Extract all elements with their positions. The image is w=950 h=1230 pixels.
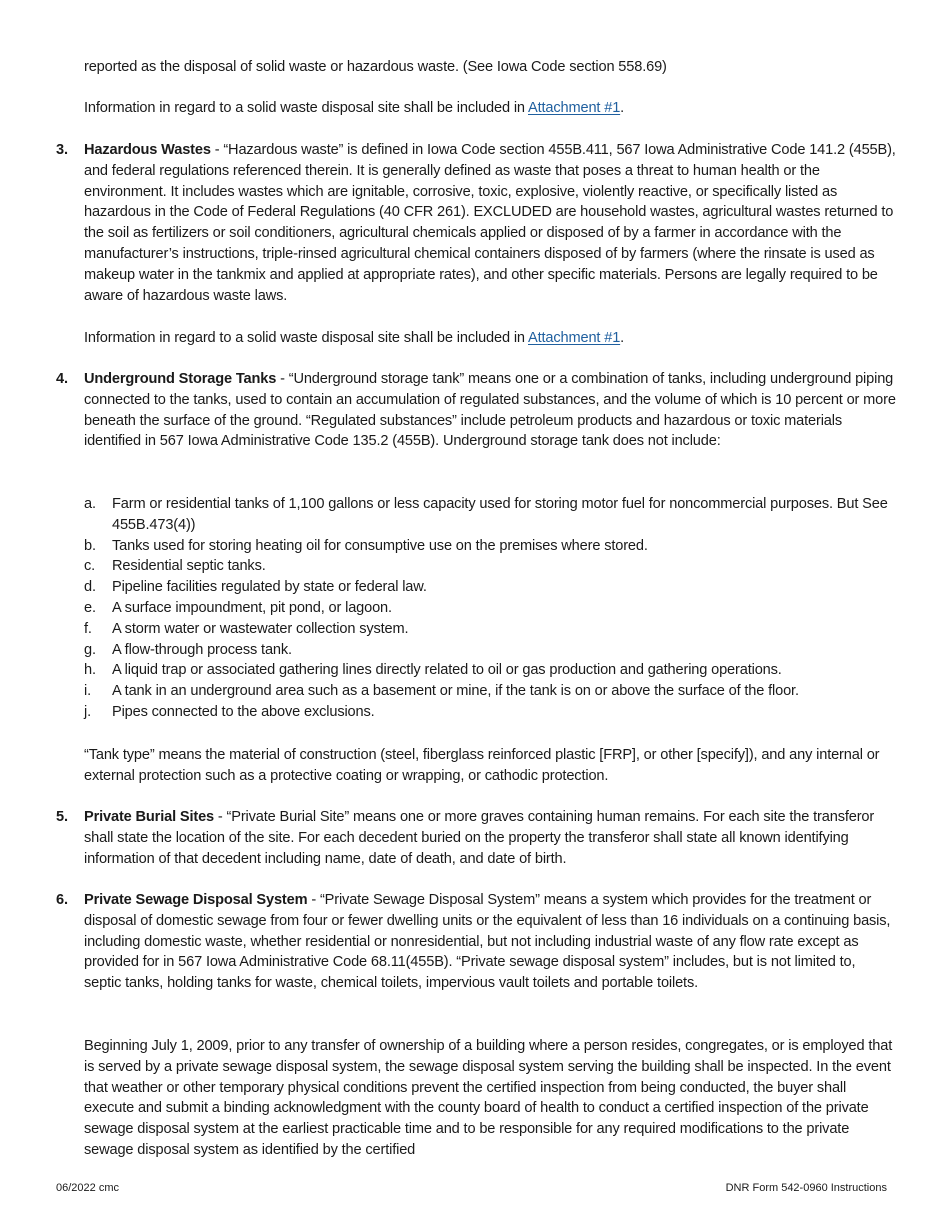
attachment-note-text: Information in regard to a solid waste disposal site shall be included in: [84, 330, 528, 346]
attachment-note-suffix: .: [620, 100, 625, 116]
attachment-note-text: Information in regard to a solid waste disposal site shall be included in: [84, 100, 528, 116]
list-item: [84, 640, 896, 661]
section-text: - “Private Sewage Disposal System” means a system which provides for the treatment or disposal of domestic sewage from four or fewer dwelling units or the equivalent of less than 16 individuals on a continuing basis, including domestic waste, whether residential or nonresidential, but not including industrial waste of any flow rate except as provided for in 567 Iowa Administrative Code 68.11(455B). “Private sewage disposal system” includes, but is not limited to, septic tanks, holding tanks for waste, chemical toilets, impervious vault toilets and portable toilets.: [84, 892, 891, 992]
ust-exclusions-list: [84, 494, 896, 723]
sewage-inspection-paragraph: Beginning July 1, 2009, prior to any transfer of ownership of a building where a person resides, congregates, or is employed that is served by a private sewage disposal system, the sewage disposal system serving the building shall be inspected. In the event that weather or other temporary physical conditions prevent the certified inspection from being conducted, the buyer shall execute and submit a binding acknowledgment with the county board of health to conduct a certified inspection of the private sewage disposal system at the earliest practicable time and to be responsible for any required modifications to the private sewage disposal system as identified by the certified: [84, 1038, 893, 1158]
list-item: [84, 660, 896, 681]
list-item: [84, 619, 896, 640]
section-term: Underground Storage Tanks: [84, 371, 277, 387]
list-item: [84, 494, 896, 536]
section-body: [84, 369, 896, 452]
list-item: [84, 536, 896, 557]
section-number: 3.: [56, 142, 68, 158]
section-term: Private Sewage Disposal System: [84, 892, 308, 908]
footer-revision-date: 06/2022 cmc: [56, 1182, 119, 1194]
list-text: A liquid trap or associated gathering lines directly related to oil or gas production and gathering operations.: [112, 662, 782, 679]
list-text: Residential septic tanks.: [112, 558, 266, 575]
list-text: Tanks used for storing heating oil for consumptive use on the premises where stored.: [112, 537, 648, 554]
attachment-note-suffix: .: [620, 330, 625, 346]
tank-type-definition: “Tank type” means the material of construction (steel, fiberglass reinforced plastic [FRP], or other [specify]), and any internal or external protection such as a protective coating or wrapping, or cathodic protection.: [84, 747, 880, 784]
section-body: [84, 807, 896, 869]
section-private-sewage-disposal: [56, 890, 896, 994]
list-letter: i.: [84, 683, 91, 700]
list-letter: j.: [84, 703, 91, 720]
section-body: [84, 890, 896, 994]
intro-attachment-note: [84, 98, 896, 119]
section-private-burial-sites: [56, 807, 896, 869]
attachment-1-link[interactable]: Attachment #1: [528, 100, 621, 116]
footer-form-name: DNR Form 542-0960 Instructions: [725, 1182, 887, 1194]
section-number: 5.: [56, 809, 68, 825]
section-term: Hazardous Wastes: [84, 142, 211, 158]
list-text: A tank in an underground area such as a basement or mine, if the tank is on or above the surface of the floor.: [112, 683, 799, 700]
section-text: - “Hazardous waste” is defined in Iowa Code section 455B.411, 567 Iowa Administrative Code 141.2 (455B), and federal regulations referenced therein. It is generally defined as waste that poses a threat to human health or the environment. It includes wastes which are ignitable, corrosive, toxic, explosive, violently reactive, or specifically listed as hazardous in the Code of Federal Regulations (40 CFR 261). EXCLUDED are household wastes, agricultural wastes returned to the soil as fertilizers or soil conditioners, agricultural chemicals applied or disposed of by a farmer in accordance with the manufacturer’s instructions, triple-rinsed agricultural chemical containers disposed of by farmers (where the rinsate is used as makeup water in the tankmix and applied at appropriate rates), and other specific materials. Persons are legally required to be aware of hazardous waste laws.: [84, 142, 896, 304]
list-text: Pipeline facilities regulated by state or federal law.: [112, 579, 427, 596]
section-underground-storage-tanks: [56, 369, 896, 452]
list-letter: c.: [84, 558, 96, 575]
section-term: Private Burial Sites: [84, 809, 215, 825]
list-text: A storm water or wastewater collection system.: [112, 620, 409, 637]
list-item: [84, 598, 896, 619]
section-hazardous-wastes: [56, 140, 896, 306]
section-number: 6.: [56, 892, 68, 908]
list-text: Pipes connected to the above exclusions.: [112, 703, 375, 720]
list-item: [84, 556, 896, 577]
list-letter: g.: [84, 641, 96, 658]
intro-continuation: reported as the disposal of solid waste or hazardous waste. (See Iowa Code section 558.69): [84, 59, 667, 75]
list-letter: f.: [84, 620, 92, 637]
section-number: 4.: [56, 371, 68, 387]
section-body: [84, 140, 896, 306]
attachment-1-link[interactable]: Attachment #1: [528, 330, 621, 346]
hazardous-attachment-note: [84, 328, 896, 349]
section-text: - “Underground storage tank” means one or a combination of tanks, including underground piping connected to the tanks, used to contain an accumulation of regulated substances, and the volume of which is 10 percent or more beneath the surface of the ground. “Regulated substances” include petroleum products and hazardous or toxic materials identified in 567 Iowa Administrative Code 135.2 (455B). Underground storage tank does not include:: [84, 371, 896, 450]
section-text: - “Private Burial Site” means one or more graves containing human remains. For each site the transferor shall state the location of the site. For each decedent buried on the property the transferor shall state all known identifying information of that decedent including name, date of death, and date of birth.: [84, 809, 875, 867]
list-item: [84, 702, 896, 723]
list-letter: b.: [84, 537, 96, 554]
list-text: Farm or residential tanks of 1,100 gallons or less capacity used for storing motor fuel for noncommercial purposes. But See 455B.473(4)): [112, 496, 888, 533]
list-letter: a.: [84, 496, 96, 512]
list-item: [84, 577, 896, 598]
list-letter: e.: [84, 599, 96, 616]
list-item: [84, 681, 896, 702]
list-letter: d.: [84, 579, 96, 596]
list-text: A surface impoundment, pit pond, or lagoon.: [112, 599, 392, 616]
list-letter: h.: [84, 662, 96, 679]
list-text: A flow-through process tank.: [112, 641, 292, 658]
